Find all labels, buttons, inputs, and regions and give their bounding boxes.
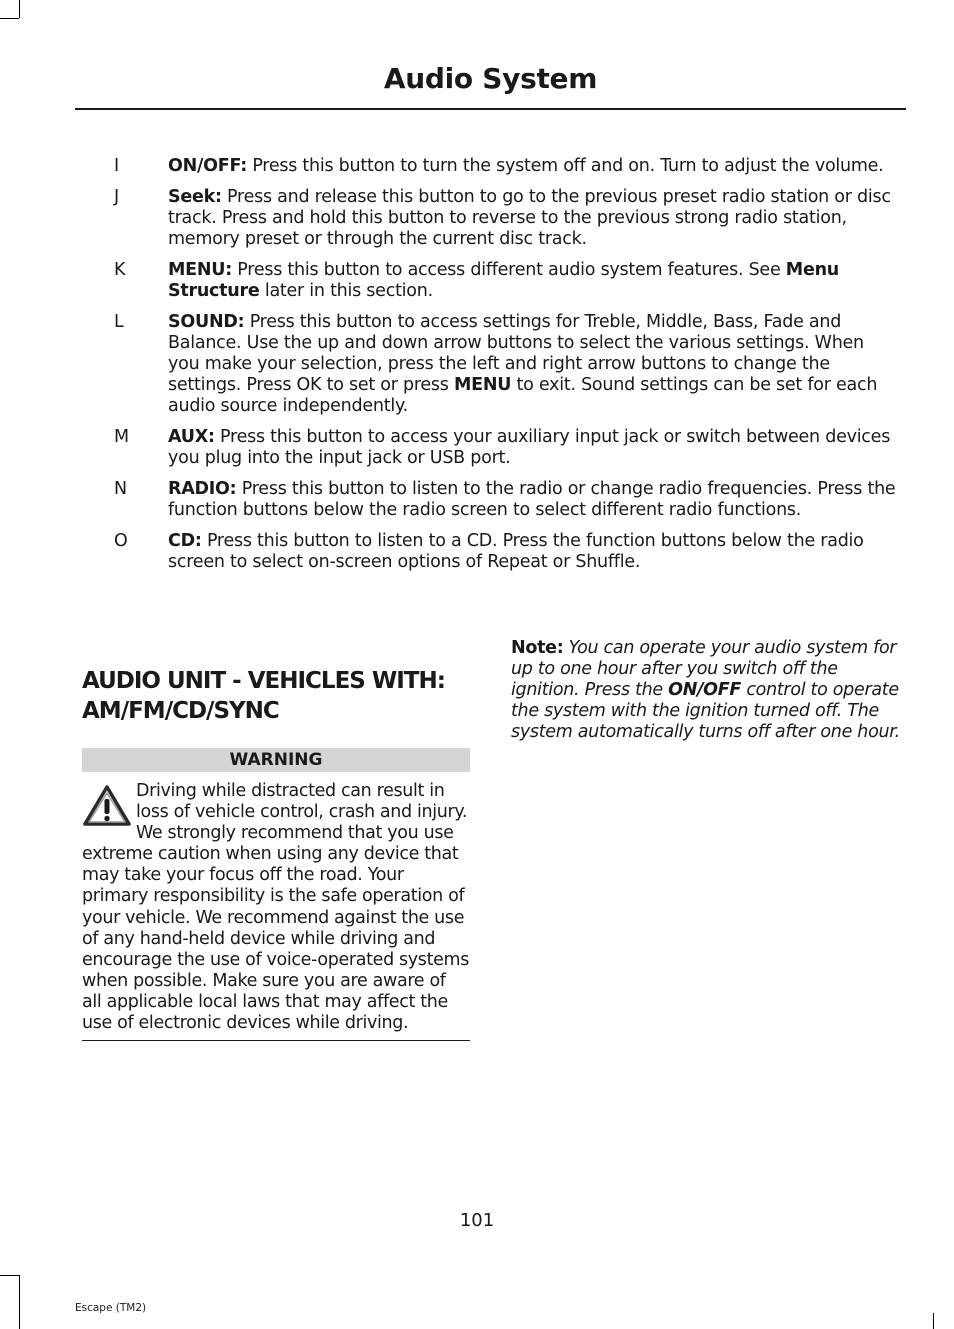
warning-text: Driving while distracted can result in loss of vehicle control, crash and injury. We strongly recommend that you use extreme caution when using any device that may take your focus off the road. Your primary responsibility is the safe operation of your vehicle. We recommend against the use of any hand-held device while driving and encourage the use of voice-operated systems when possible. Make sure you are aware of all applicable local laws that may affect the use of electronic devices while driving.	[82, 781, 469, 1034]
left-column	[82, 666, 470, 1041]
item-text: MENU: Press this button to access different audio system features. See Menu Structure later in this section.	[168, 260, 839, 301]
list-item	[108, 260, 900, 302]
item-letter: O	[114, 531, 128, 551]
page-number: 101	[459, 1210, 495, 1231]
crop-mark	[0, 1275, 19, 1276]
item-text: CD: Press this button to listen to a CD. Press the function buttons below the radio screen to select on-screen options of Repeat or Shuffle.	[168, 531, 864, 572]
item-letter: L	[114, 312, 124, 332]
list-item	[108, 479, 900, 521]
page-header	[75, 60, 906, 110]
item-text: ON/OFF: Press this button to turn the system off and on. Turn to adjust the volume.	[168, 156, 884, 176]
note-paragraph	[511, 638, 903, 743]
crop-mark	[0, 18, 19, 19]
item-text: SOUND: Press this button to access settings for Treble, Middle, Bass, Fade and Balance. Use the up and down arrow buttons to select the various settings. When you make your selection, press the left and right arrow buttons to change the settings. Press OK to set or press MENU to exit. Sound settings can be set for each audio source independently.	[168, 312, 878, 416]
footer-model: Escape (TM2)	[75, 1302, 147, 1314]
item-letter: N	[114, 479, 128, 499]
list-item	[108, 427, 900, 469]
item-letter: M	[114, 427, 130, 447]
note-label: Note:	[511, 638, 564, 658]
crop-mark	[933, 1313, 934, 1329]
crop-mark	[19, 1275, 20, 1329]
list-item	[108, 312, 900, 417]
item-letter: I	[114, 156, 120, 176]
list-item	[108, 187, 900, 250]
item-letter: K	[114, 260, 126, 280]
item-text: AUX: Press this button to access your auxiliary input jack or switch between devices you plug into the input jack or USB port.	[168, 427, 891, 468]
warning-triangle-icon	[82, 783, 132, 829]
section-heading: AUDIO UNIT - VEHICLES WITH: AM/FM/CD/SYNC	[82, 668, 445, 724]
page-title: Audio System	[383, 62, 598, 95]
item-letter: J	[114, 187, 120, 207]
warning-body	[82, 781, 470, 1041]
warning-title: WARNING	[82, 748, 470, 772]
note-text: You can operate your audio system for up to one hour after you switch off the ignition. Press the ON/OFF control to operate the system with the ignition turned off. The system automatically turns off after one hour.	[511, 638, 900, 743]
crop-mark	[19, 0, 20, 18]
list-item	[108, 156, 900, 177]
button-description-list	[108, 156, 900, 583]
item-text: Seek: Press and release this button to go to the previous preset radio station or disc track. Press and hold this button to reverse to the previous strong radio station, memory preset or through the current disc track.	[168, 187, 891, 249]
list-item	[108, 531, 900, 573]
item-text: RADIO: Press this button to listen to the radio or change radio frequencies. Press the function buttons below the radio screen to select different radio functions.	[168, 479, 896, 520]
